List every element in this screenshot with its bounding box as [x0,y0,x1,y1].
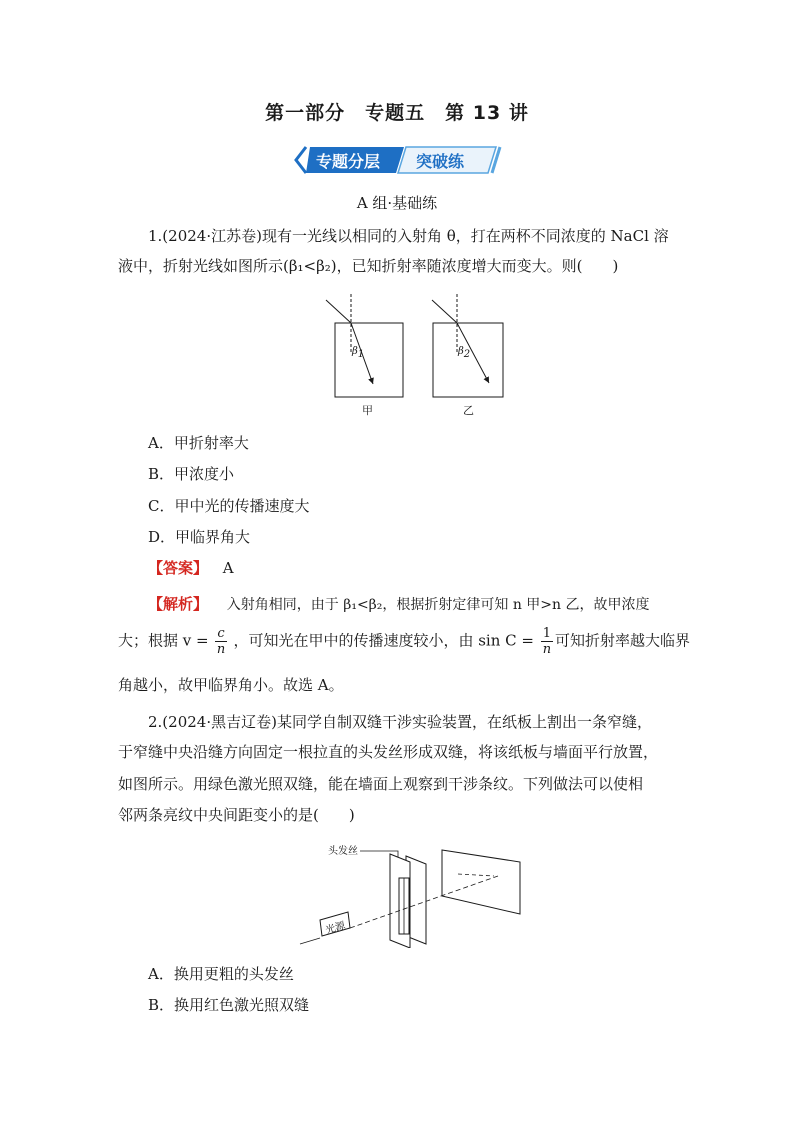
q2-line3: 如图所示。用绿色激光照双缝，能在墙面上观察到干涉条纹。下列做法可以使相 [118,775,644,793]
answer-value: A [222,559,234,577]
banner-left-label: 专题分层 [316,152,381,171]
q1-option-d: D．甲临界角大 [148,528,251,546]
answer-tag: 【答案】 [148,559,209,577]
hair-label: 头发丝 [328,846,358,857]
q1-answer [148,557,234,578]
section-title: A 组·基础练 [356,194,438,212]
q1-line2: 液中，折射光线如图所示(β₁<β₂)，已知折射率随浓度增大而变大。则( ) [118,257,619,275]
fraction-c-over-n: $\frac{c}{n}$ [216,626,226,657]
q1-line1: 1.(2024·江苏卷)现有一光线以相同的入射角 θ，打在两杯不同浓度的 NaCl 溶 [148,227,669,245]
light-source-label: 光源 [324,920,347,937]
cup-yi-label: 乙 [463,404,474,417]
q1-analysis-line2: 大；根据 v = $\frac{c}{n}$ ，可知光在甲中的传播速度较小，由 sin C = $\frac{1}{n}$ 可知折射率越大临界 [118,626,691,657]
page-title: 第一部分 专题五 第 13 讲 [265,102,529,124]
beta1-label: $\beta_1$ [352,346,365,360]
beta2-label: $\beta_2$ [458,346,471,360]
q1-option-c: C．甲中光的传播速度大 [148,497,310,515]
analysis-tag: 【解析】 [148,595,209,613]
q2-line2: 于窄缝中央沿缝方向固定一根拉直的头发丝形成双缝，将该纸板与墙面平行放置， [118,743,659,761]
q2-option-b: B．换用红色激光照双缝 [148,996,310,1014]
q1-option-b: B．甲浓度小 [148,465,235,483]
q1-refraction-figure [322,292,512,417]
q2-option-a: A．换用更粗的头发丝 [148,965,294,983]
cup-jia-label: 甲 [362,404,373,417]
q2-line1: 2.(2024·黑吉辽卷)某同学自制双缝干涉实验装置，在纸板上割出一条窄缝， [148,713,652,731]
banner-right-label: 突破练 [416,152,465,171]
section-banner [292,143,504,177]
q2-double-slit-figure [298,836,528,948]
q1-option-a: A．甲折射率大 [148,434,249,452]
q1-analysis-line1: 【解析】 入射角相同，由于 β₁<β₂，根据折射定律可知 n 甲>n 乙，故甲浓度 [148,595,650,613]
q1-analysis-line3: 角越小，故甲临界角小。故选 A。 [118,676,344,694]
fraction-1-over-n: $\frac{1}{n}$ [542,626,552,657]
q2-line4: 邻两条亮纹中央间距变小的是( ) [118,806,355,824]
